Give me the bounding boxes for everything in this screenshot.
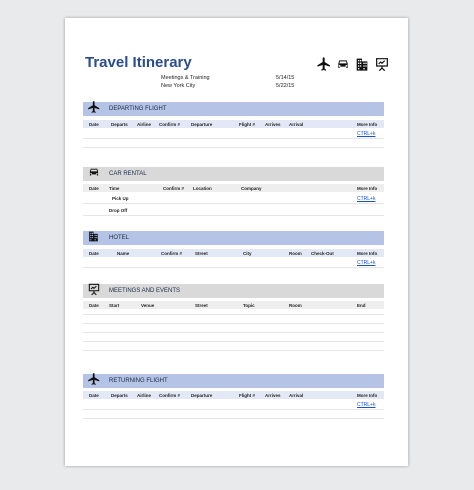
row-divider xyxy=(83,341,384,342)
col-street: Street xyxy=(195,251,208,256)
row-divider xyxy=(83,147,384,148)
departing-flight-header xyxy=(83,102,384,116)
returning-more-info-link[interactable]: CTRL+k xyxy=(357,402,376,408)
col-room: Room xyxy=(289,303,302,308)
col-date: Date xyxy=(89,122,99,127)
col-location: Location xyxy=(193,186,212,191)
row-divider xyxy=(83,138,384,139)
section-title: MEETINGS AND EVENTS xyxy=(109,288,181,294)
row-divider xyxy=(83,215,384,216)
col-date: Date xyxy=(89,251,99,256)
col-more-info: More Info xyxy=(357,122,378,127)
col-check-out: Check-Out xyxy=(311,251,334,256)
section-title: CAR RENTAL xyxy=(109,171,147,177)
row-divider xyxy=(83,409,384,410)
meetings-columns xyxy=(83,301,384,309)
col-arrives: Arrives xyxy=(265,122,281,127)
row-divider xyxy=(83,418,384,419)
col-departs: Departs xyxy=(111,393,128,398)
col-venue: Venue xyxy=(141,303,155,308)
drop-off-label: Drop Off xyxy=(109,208,128,213)
col-topic: Topic xyxy=(243,303,255,308)
departing-more-info-link[interactable]: CTRL+k xyxy=(357,131,376,137)
row-divider xyxy=(83,203,384,204)
hotel-more-info-link[interactable]: CTRL+k xyxy=(357,260,376,266)
purpose-value: Meetings & Training xyxy=(161,75,210,81)
itinerary-page xyxy=(65,18,408,466)
col-room: Room xyxy=(289,251,302,256)
col-arrival: Arrival xyxy=(289,393,304,398)
col-street: Street xyxy=(195,303,208,308)
col-airline: Airline xyxy=(137,122,152,127)
building-icon xyxy=(87,229,100,243)
row-divider xyxy=(83,332,384,333)
row-divider xyxy=(83,267,384,268)
pick-up-label: Pick Up xyxy=(112,196,129,201)
col-more-info: More Info xyxy=(357,186,378,191)
col-confirm: Confirm # xyxy=(159,393,181,398)
col-end: End xyxy=(357,303,366,308)
col-more-info: More Info xyxy=(357,251,378,256)
col-company: Company xyxy=(241,186,262,191)
hotel-header xyxy=(83,231,384,245)
returning-columns xyxy=(83,391,384,399)
returning-flight-header xyxy=(83,374,384,388)
col-date: Date xyxy=(89,303,99,308)
section-title: DEPARTING FLIGHT xyxy=(109,106,167,112)
airplane-icon xyxy=(87,372,101,386)
col-flight: Flight # xyxy=(239,393,255,398)
car-more-info-link[interactable]: CTRL+k xyxy=(357,196,376,202)
trip-end-value: 5/22/15 xyxy=(276,83,295,89)
car-icon xyxy=(334,56,352,72)
destination-value: New York City xyxy=(161,83,196,89)
col-city: City xyxy=(243,251,252,256)
trip-start-value: 5/14/15 xyxy=(276,75,295,81)
section-title: RETURNING FLIGHT xyxy=(109,378,168,384)
col-more-info: More Info xyxy=(357,393,378,398)
col-start: Start xyxy=(109,303,120,308)
col-time: Time xyxy=(109,186,120,191)
row-divider xyxy=(83,314,384,315)
col-arrives: Arrives xyxy=(265,393,281,398)
departing-columns xyxy=(83,120,384,128)
car-icon xyxy=(87,165,101,179)
col-arrival: Arrival xyxy=(289,122,304,127)
col-date: Date xyxy=(89,186,99,191)
row-divider xyxy=(83,323,384,324)
meetings-header xyxy=(83,284,384,298)
car-rental-header xyxy=(83,167,384,181)
col-confirm: Confirm # xyxy=(159,122,181,127)
airplane-icon xyxy=(315,56,333,72)
building-icon xyxy=(354,56,370,72)
section-title: HOTEL xyxy=(109,235,130,241)
col-date: Date xyxy=(89,393,99,398)
presentation-icon xyxy=(87,282,101,296)
col-flight: Flight # xyxy=(239,122,255,127)
col-departure: Departure xyxy=(191,393,213,398)
airplane-icon xyxy=(87,100,101,114)
col-name: Name xyxy=(117,251,130,256)
hotel-columns xyxy=(83,249,384,257)
col-departs: Departs xyxy=(111,122,128,127)
col-airline: Airline xyxy=(137,393,152,398)
car-columns xyxy=(83,184,384,192)
col-departure: Departure xyxy=(191,122,213,127)
col-confirm: Confirm # xyxy=(163,186,185,191)
row-divider xyxy=(83,350,384,351)
presentation-icon xyxy=(373,56,391,72)
page-title: Travel Itinerary xyxy=(85,54,192,71)
col-confirm: Confirm # xyxy=(161,251,183,256)
